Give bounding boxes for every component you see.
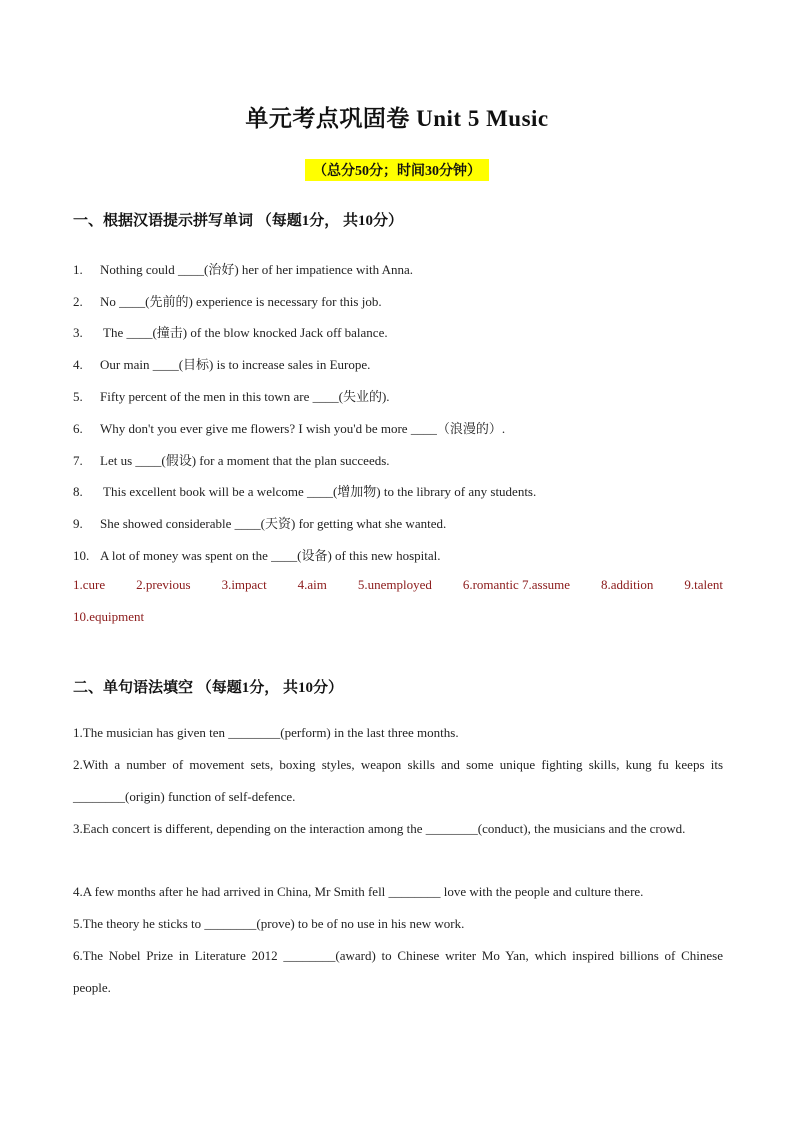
answer: 4.aim	[297, 577, 327, 592]
answer: 9.talent	[684, 577, 723, 592]
section2-item: 3.Each concert is different, depending on the interaction among the ________(conduct), the musicians and the crowd.	[73, 821, 686, 836]
item-text: She showed considerable ____(天资) for getting what she wanted.	[100, 516, 447, 531]
item-number: 10.	[73, 548, 90, 563]
answer: 5.unemployed	[357, 577, 432, 592]
section1-item	[73, 418, 723, 437]
item-text: The ____(撞击) of the blow knocked Jack off balance.	[100, 325, 388, 340]
item-text: This excellent book will be a welcome ____(增加物) to the library of any students.	[100, 484, 537, 499]
section2-item: 2.With a number of movement sets, boxing styles, weapon skills and some unique fighting skills, kung fu keeps its ________(origin) function of self-defence.	[73, 757, 723, 804]
item-number: 5.	[73, 389, 83, 404]
item-text: No ____(先前的) experience is necessary for this job.	[100, 294, 382, 309]
answer: 8.addition	[601, 577, 654, 592]
item-number: 6.	[73, 421, 83, 436]
subtitle-wrapper	[0, 159, 794, 181]
item-number: 9.	[73, 516, 83, 531]
answer: 3.impact	[221, 577, 267, 592]
item-number: 7.	[73, 453, 83, 468]
answer: 2.previous	[136, 577, 191, 592]
item-number: 4.	[73, 357, 83, 372]
item-number: 3.	[73, 325, 83, 340]
section2-item: 1.The musician has given ten ________(perform) in the last three months.	[73, 725, 459, 740]
section1-item	[73, 354, 723, 373]
item-number: 8.	[73, 484, 83, 499]
score-time-note: （总分50分；时间30分钟）	[305, 159, 489, 181]
section2-item: 4.A few months after he had arrived in China, Mr Smith fell ________ love with the people and culture there.	[73, 884, 644, 899]
section1-answer-key-line2: 10.equipment	[73, 609, 145, 624]
section1-item	[73, 545, 723, 564]
item-text: Nothing could ____(治好) her of her impatience with Anna.	[100, 262, 414, 277]
section2-item: 6.The Nobel Prize in Literature 2012 ________(award) to Chinese writer Mo Yan, which inspired billions of Chinese people.	[73, 948, 723, 995]
item-number: 2.	[73, 294, 83, 309]
page-title: 单元考点巩固卷 Unit 5 Music	[245, 106, 549, 131]
section1-heading: 一、根据汉语提示拼写单词 （每题1分， 共10分）	[73, 213, 404, 229]
item-number: 1.	[73, 262, 83, 277]
section2-item: 5.The theory he sticks to ________(prove) to be of no use in his new work.	[73, 916, 465, 931]
answer: 6.romantic 7.assume	[462, 577, 571, 592]
section1-item	[73, 322, 723, 341]
section1-item	[73, 450, 723, 469]
item-text: Fifty percent of the men in this town are ____(失业的).	[100, 389, 390, 404]
item-text: Let us ____(假设) for a moment that the plan succeeds.	[100, 453, 390, 468]
section1-item	[73, 386, 723, 405]
section2-heading: 二、单句语法填空 （每题1分， 共10分）	[73, 680, 344, 696]
item-text: Why don't you ever give me flowers? I wish you'd be more ____（浪漫的）.	[100, 421, 506, 436]
section1-item	[73, 259, 723, 278]
answer: 1.cure	[73, 577, 106, 592]
item-text: A lot of money was spent on the ____(设备) of this new hospital.	[100, 548, 441, 563]
section1-answer-key	[73, 577, 723, 593]
section1-item	[73, 481, 723, 500]
section1-item	[73, 513, 723, 532]
item-text: Our main ____(目标) is to increase sales in Europe.	[100, 357, 371, 372]
section1-item	[73, 291, 723, 310]
